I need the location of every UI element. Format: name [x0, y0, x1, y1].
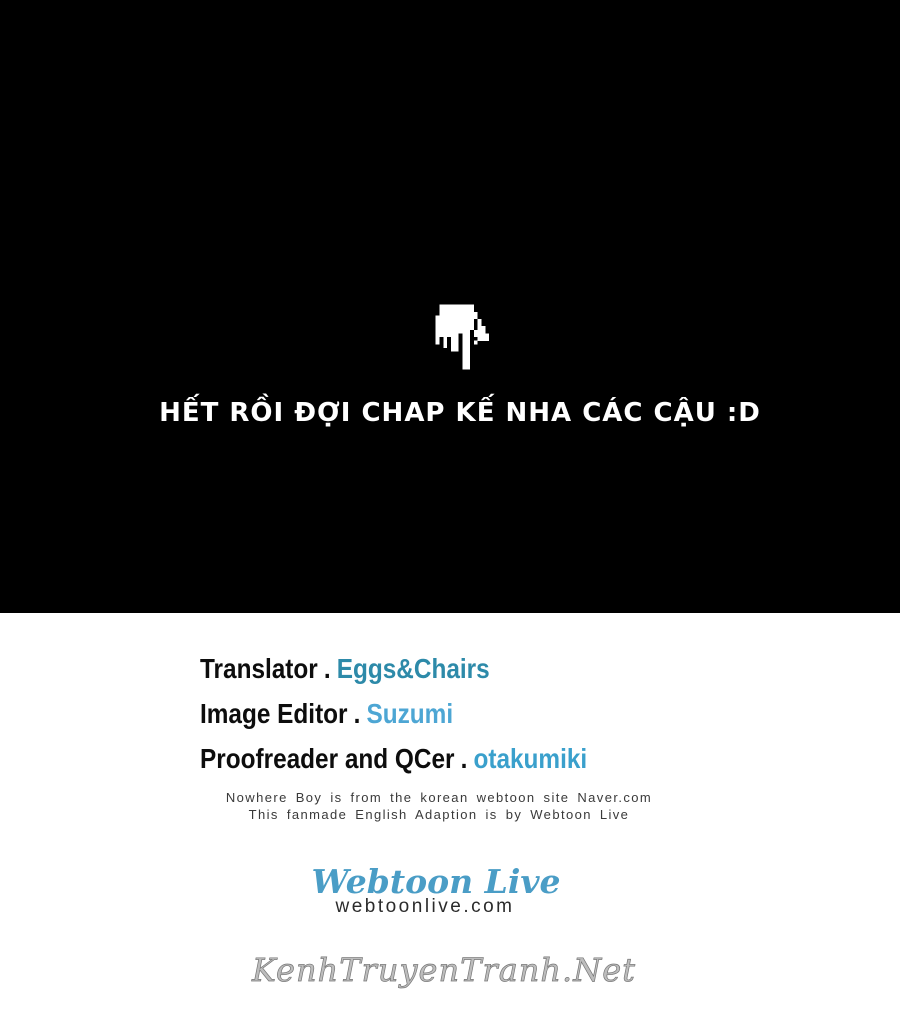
credit-separator: .	[323, 653, 331, 684]
webtoon-live-logo: Webtoon Live	[311, 862, 561, 901]
source-note	[0, 790, 889, 823]
credit-row-proofreader	[200, 744, 587, 774]
credit-name: Eggs&Chairs	[336, 653, 490, 684]
credit-role: Proofreader and QCer	[200, 743, 455, 774]
kenhtruyentranh-watermark: KenhTruyenTranh.Net	[252, 951, 636, 989]
credits-panel	[0, 613, 900, 1012]
credit-name: Suzumi	[366, 698, 454, 729]
credit-role: Translator	[200, 653, 318, 684]
credit-role: Image Editor	[200, 698, 348, 729]
credit-separator: .	[460, 743, 468, 774]
site-url: webtoonlive.com	[335, 896, 515, 917]
source-note-line2: This fanmade English Adaption is by Webtoon Live	[248, 806, 630, 822]
credit-row-image-editor	[200, 699, 453, 729]
hand-point-down-icon	[428, 301, 493, 373]
source-note-line1: Nowhere Boy is from the korean webtoon site Naver.com	[225, 790, 653, 805]
credit-row-translator	[200, 654, 490, 684]
credit-separator: .	[353, 698, 361, 729]
end-message-text: HẾT RỒI ĐỢI CHAP KẾ NHA CÁC CẬU :D	[159, 398, 761, 428]
credit-name: otakumiki	[473, 743, 588, 774]
